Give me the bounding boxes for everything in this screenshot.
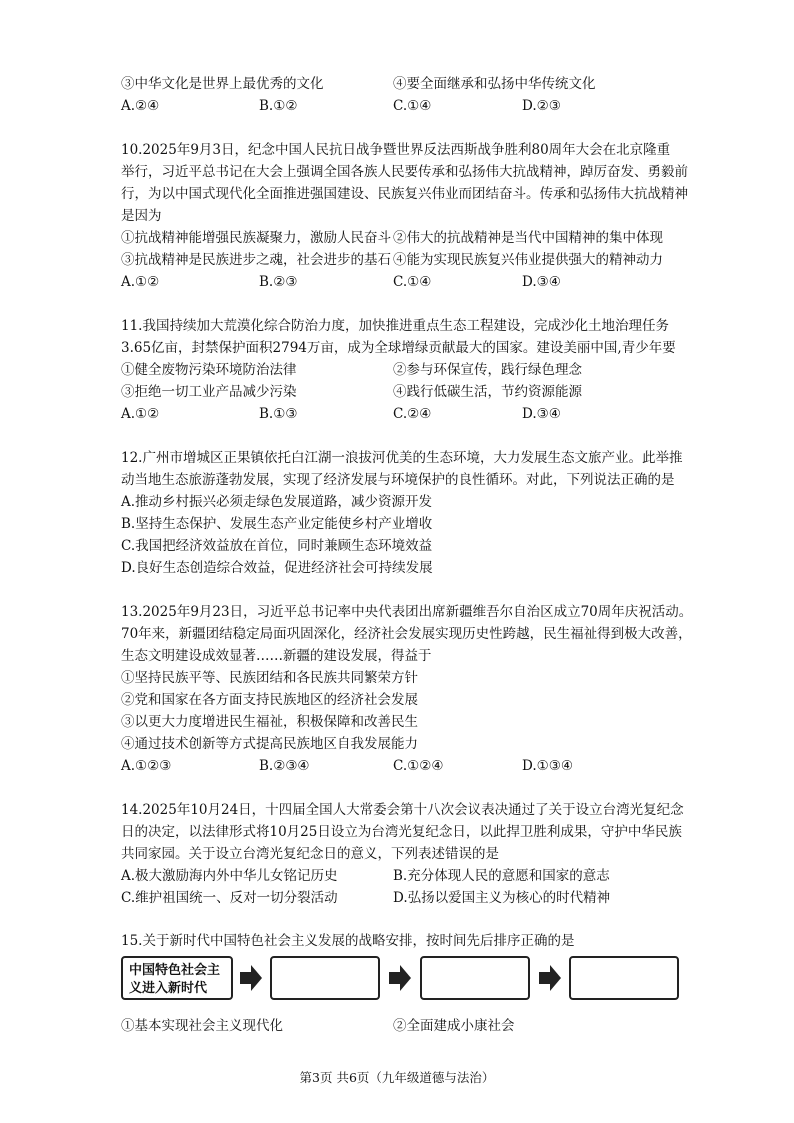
q13-option-c: C.①②④: [393, 758, 444, 774]
q11-option-c: C.②④: [393, 406, 432, 422]
page-footer: 第3页 共6页（九年级道德与法治）: [299, 1070, 495, 1085]
q11-option-a: A.①②: [121, 406, 160, 422]
q9-option-a: A.②④: [121, 98, 160, 114]
q13-statement-1: ①坚持民族平等、民族团结和各民族共同繁荣方针: [121, 670, 418, 686]
flow-box-new-era-line-1: 中国特色社会主: [129, 963, 221, 978]
q11-option-b: B.①③: [259, 406, 298, 422]
q12-option-d: D.良好生态创造综合效益，促进经济社会可持续发展: [121, 560, 433, 576]
q13-statement-3: ③以更大力度增进民生福祉，积极保障和改善民生: [121, 714, 418, 730]
flow-arrow-1-icon: [240, 965, 262, 991]
q13-option-a: A.①②③: [121, 758, 172, 774]
q14-option-d: D.弘扬以爱国主义为核心的时代精神: [393, 890, 611, 906]
q10-statement-3: ③抗战精神是民族进步之魂，社会进步的基石: [121, 252, 391, 268]
q13-statement-4: ④通过技术创新等方式提高民族地区自我发展能力: [121, 736, 418, 752]
q9-statement-4: ④要全面继承和弘扬中华传统文化: [393, 76, 596, 92]
q14-option-c: C.维护祖国统一、反对一切分裂活动: [121, 890, 338, 906]
q14-stem-line-1: 14.2025年10月24日，十四届全国人大常委会第十八次会议表决通过了关于设立台湾光复纪念: [121, 802, 684, 818]
flow-box-new-era-line-2: 义进入新时代: [129, 981, 208, 996]
q11-option-d: D.③④: [522, 406, 561, 422]
q10-option-c: C.①④: [393, 274, 432, 290]
flow-box-new-era: [121, 956, 233, 1000]
q11-statement-1: ①健全废物污染环境防治法律: [121, 362, 297, 378]
q15-statement-2: ②全面建成小康社会: [393, 1018, 515, 1034]
q9-option-d: D.②③: [522, 98, 561, 114]
q11-statement-4: ④践行低碳生活，节约资源能源: [393, 384, 582, 400]
q13-option-d: D.①③④: [522, 758, 573, 774]
q13-option-b: B.②③④: [259, 758, 310, 774]
q9-statement-3: ③中华文化是世界上最优秀的文化: [121, 76, 324, 92]
q14-option-a: A.极大激励海内外中华儿女铭记历史: [121, 868, 338, 884]
q10-statement-2: ②伟大的抗战精神是当代中国精神的集中体现: [393, 230, 663, 246]
q12-stem-line-2: 动当地生态旅游蓬勃发展，实现了经济发展与环境保护的良性循环。对此，下列说法正确的是: [121, 472, 675, 488]
q12-option-a: A.推动乡村振兴必须走绿色发展道路，减少资源开发: [121, 494, 433, 510]
q9-option-c: C.①④: [393, 98, 432, 114]
q10-option-d: D.③④: [522, 274, 561, 290]
q11-statement-2: ②参与环保宣传，践行绿色理念: [393, 362, 582, 378]
flow-arrow-2-icon: [389, 965, 411, 991]
flow-box-blank-1: [270, 956, 380, 1000]
q14-option-b: B.充分体现人民的意愿和国家的意志: [393, 868, 610, 884]
q12-option-c: C.我国把经济效益放在首位，同时兼顾生态环境效益: [121, 538, 433, 554]
q13-stem-line-3: 生态文明建设成效显著……新疆的建设发展，得益于: [121, 648, 432, 664]
q15-statement-1: ①基本实现社会主义现代化: [121, 1018, 283, 1034]
q10-option-b: B.②③: [259, 274, 298, 290]
q10-stem-line-1: 10.2025年9月3日，纪念中国人民抗日战争暨世界反法西斯战争胜利80周年大会在北京隆重: [121, 142, 671, 158]
q13-stem-line-2: 70年来，新疆团结稳定局面巩固深化，经济社会发展实现历史性跨越，民生福祉得到极大改善，: [121, 626, 692, 642]
q11-statement-3: ③拒绝一切工业产品减少污染: [121, 384, 297, 400]
q12-stem-line-1: 12.广州市增城区正果镇依托白江湖一浪拔河优美的生态环境，大力发展生态文旅产业。此举推: [121, 450, 683, 466]
flow-arrow-3-icon: [539, 965, 561, 991]
q14-stem-line-3: 共同家园。关于设立台湾光复纪念日的意义，下列表述错误的是: [121, 846, 499, 862]
q11-stem-line-2: 3.65亿亩，封禁保护面积2794万亩，成为全球增绿贡献最大的国家。建设美丽中国,青少年要: [121, 340, 676, 356]
flow-box-blank-3: [569, 956, 679, 1000]
q10-stem-line-4: 是因为: [121, 208, 162, 224]
q10-statement-4: ④能为实现民族复兴伟业提供强大的精神动力: [393, 252, 663, 268]
q14-stem-line-2: 日的决定，以法律形式将10月25日设立为台湾光复纪念日，以此捍卫胜利成果，守护中华民族: [121, 824, 682, 840]
q13-statement-2: ②党和国家在各方面支持民族地区的经济社会发展: [121, 692, 418, 708]
q15-stem: 15.关于新时代中国特色社会主义发展的战略安排，按时间先后排序正确的是: [121, 933, 575, 949]
q13-stem-line-1: 13.2025年9月23日，习近平总书记率中央代表团出席新疆维吾尔自治区成立70周年庆祝活动。: [121, 604, 693, 620]
q9-option-b: B.①②: [259, 98, 298, 114]
q10-option-a: A.①②: [121, 274, 160, 290]
q12-option-b: B.坚持生态保护、发展生态产业定能使乡村产业增收: [121, 516, 433, 532]
q10-stem-line-3: 行，为以中国式现代化全面推进强国建设、民族复兴伟业而团结奋斗。传承和弘扬伟大抗战精神: [121, 186, 688, 202]
flow-box-blank-2: [420, 956, 530, 1000]
q10-statement-1: ①抗战精神能增强民族凝聚力，激励人民奋斗: [121, 230, 391, 246]
q11-stem-line-1: 11.我国持续加大荒漠化综合防治力度，加快推进重点生态工程建设，完成沙化土地治理任务: [121, 318, 669, 334]
q10-stem-line-2: 举行，习近平总书记在大会上强调全国各族人民要传承和弘扬伟大抗战精神，踔厉奋发、勇毅前: [121, 164, 688, 180]
